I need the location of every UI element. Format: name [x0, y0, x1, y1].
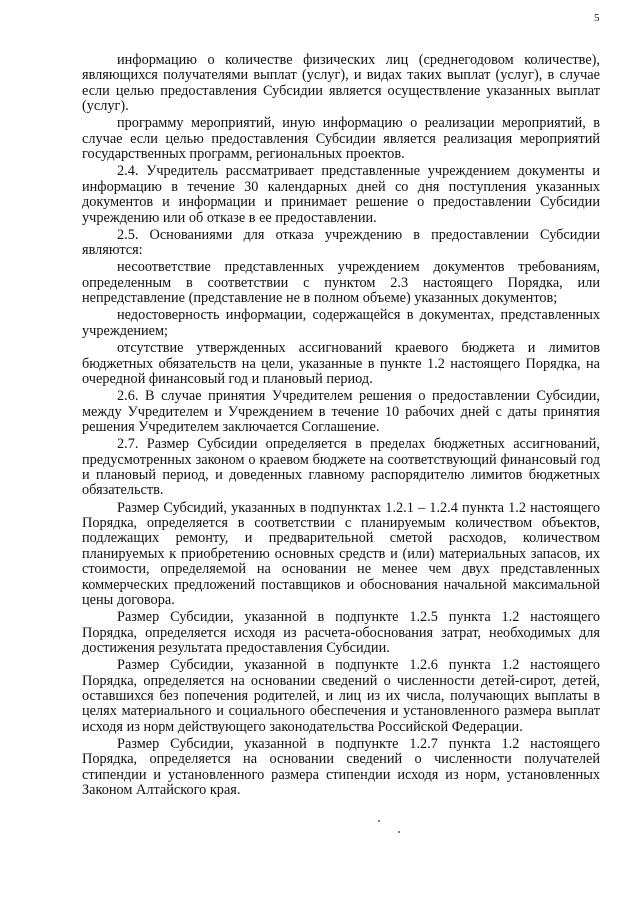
- paragraph-subsidy-1-2-7: Размер Субсидии, указанной в подпункте 1.2.7 пункта 1.2 настоящего Порядка, определяется на основании сведений о численности получателей стипендии и установленного размера стипендии исходя из норм, установленных Законом Алтайского края.: [82, 736, 600, 799]
- paragraph-2-7: 2.7. Размер Субсидии определяется в пределах бюджетных ассигнований, предусмотренных законом о краевом бюджете на соответствующий финансовый год и плановый период, и доведенных главному распорядителю лимитов бюджетных обязательств.: [82, 436, 600, 499]
- scan-speck: [378, 820, 380, 822]
- paragraph-refusal-reason-3: отсутствие утвержденных ассигнований краевого бюджета и лимитов бюджетных обязательств на цели, указанные в пункте 1.2 настоящего Порядка, на очередной финансовый год и плановый период.: [82, 340, 600, 387]
- paragraph-2-4: 2.4. Учредитель рассматривает представленные учреждением документы и информацию в течение 30 календарных дней со дня поступления указанных документов и информации и принимает решение о предоставлении Субсидии учреждению или об отказе в ее предоставлении.: [82, 163, 600, 226]
- paragraph-subsidy-1-2-1-to-1-2-4: Размер Субсидий, указанных в подпунктах 1.2.1 – 1.2.4 пункта 1.2 настоящего Порядка, определяется в соответствии с планируемым количеством объектов, подлежащих ремонту, и предварительной сметой расходов, количеством планируемых к приобретению основных средств и (или) материальных запасов, их стоимости, определяемой на основании не менее чем двух представленных коммерческих предложений поставщиков и обоснования начальной максимальной цены договора.: [82, 499, 600, 608]
- page-number: 5: [594, 12, 600, 24]
- document-body: [82, 53, 600, 800]
- paragraph-refusal-reason-2: недостоверность информации, содержащейся в документах, представленных учреждением;: [82, 307, 600, 339]
- paragraph-recipients-info: информацию о количестве физических лиц (среднегодовом количестве), являющихся получателями выплат (услуг), и видах таких выплат (услуг), в случае если целью предоставления Субсидии является осуществление указанных выплат (услуг).: [82, 52, 600, 115]
- paragraph-program-info: программу мероприятий, иную информацию о реализации мероприятий, в случае если целью предоставления Субсидии является реализация мероприятий государственных программ, региональных проектов.: [82, 115, 600, 163]
- paragraph-refusal-reason-1: несоответствие представленных учреждением документов требованиям, определенным в соответствии с пунктом 2.3 настоящего Порядка, или непредставление (представление не в полном объеме) указанных документов;: [82, 259, 600, 307]
- paragraph-2-6: 2.6. В случае принятия Учредителем решения о предоставлении Субсидии, между Учредителем и Учреждением в течение 10 рабочих дней с даты принятия решения Учредителем заключается Соглашение.: [82, 388, 600, 435]
- paragraph-subsidy-1-2-5: Размер Субсидии, указанной в подпункте 1.2.5 пункта 1.2 настоящего Порядка, определяется исходя из расчета-обоснования затрат, необходимых для достижения результата предоставления Субсидии.: [82, 609, 600, 656]
- scan-speck: [398, 831, 400, 833]
- paragraph-subsidy-1-2-6: Размер Субсидии, указанной в подпункте 1.2.6 пункта 1.2 настоящего Порядка, определяется на основании сведений о численности детей-сирот, детей, оставшихся без попечения родителей, и лиц из их числа, получающих выплаты в целях материального и социального обеспечения и установленного размера выплат исходя из норм действующего законодательства Российской Федерации.: [82, 657, 600, 735]
- paragraph-2-5: 2.5. Основаниями для отказа учреждению в предоставлении Субсидии являются:: [82, 226, 600, 259]
